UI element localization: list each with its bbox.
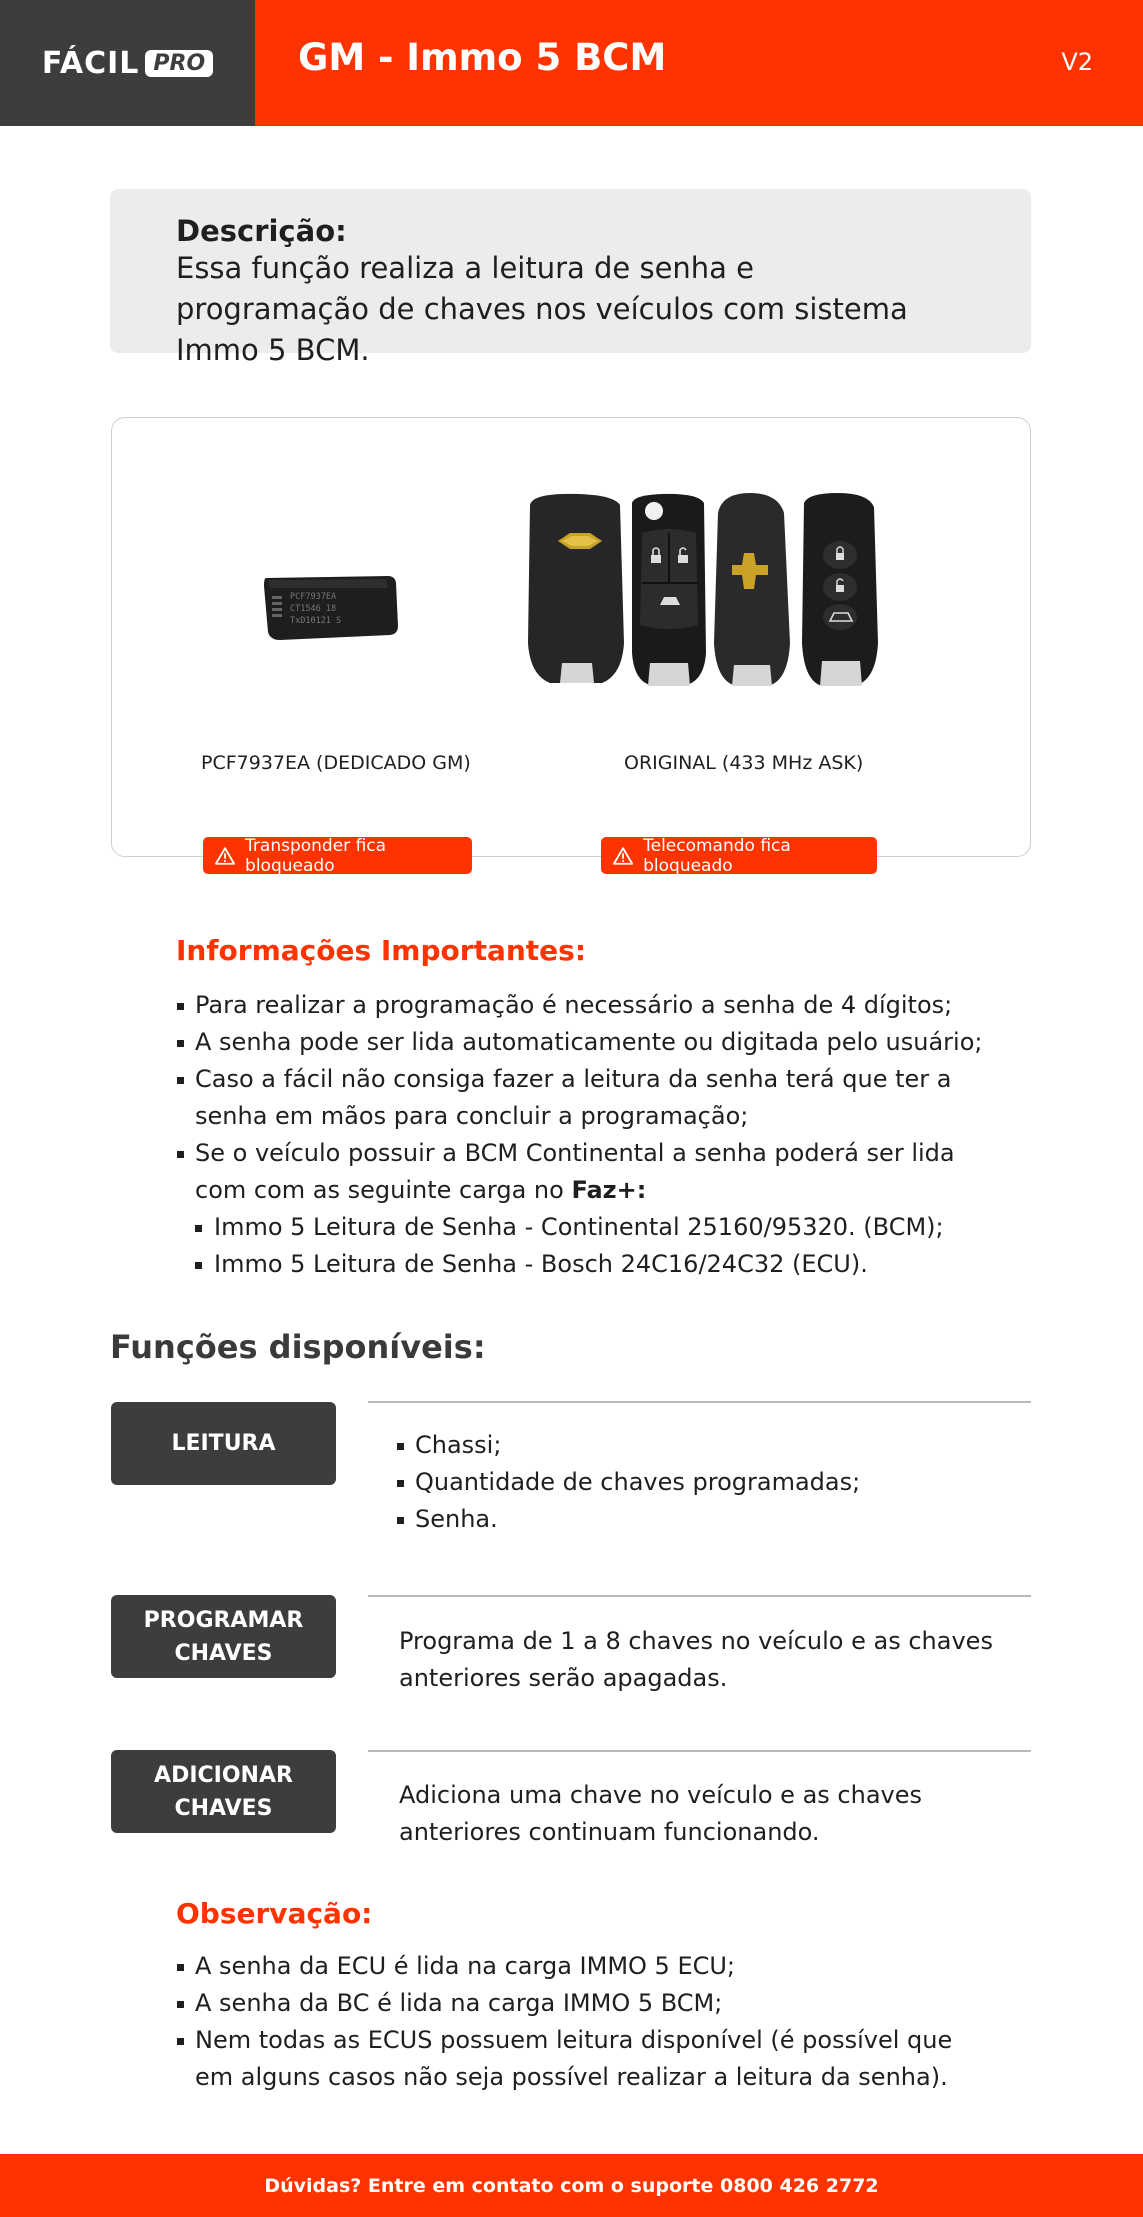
reading-item: Senha. (396, 1501, 1016, 1538)
logo-text: FÁCIL (41, 45, 140, 81)
add-label-line-2: CHAVES (174, 1795, 273, 1821)
faz-plus-label: Faz+: (571, 1176, 647, 1204)
function-divider (368, 1750, 1031, 1752)
info-sub-item: Immo 5 Leitura de Senha - Continental 25160/95320. (BCM); (176, 1209, 1006, 1246)
page-title: GM - Immo 5 BCM (298, 36, 667, 79)
program-keys-text: Programa de 1 a 8 chaves no veículo e as chaves anteriores serão apagadas. (399, 1627, 993, 1692)
observation-item: Nem todas as ECUS possuem leitura disponível (é possível que em alguns casos não seja possível realizar a leitura da senha). (176, 2022, 996, 2096)
remote-key-4 (802, 493, 878, 686)
version-label: V2 (1061, 48, 1093, 76)
functions-heading: Funções disponíveis: (110, 1328, 486, 1366)
transponder-warning-text: Transponder fica bloqueado (245, 835, 387, 876)
warning-icon (613, 846, 633, 866)
reading-item: Quantidade de chaves programadas; (396, 1464, 1016, 1501)
chip-text-line-1: PCF7937EA (290, 592, 337, 602)
info-item-text: Se o veículo possuir a BCM Continental a senha poderá ser lida com com as seguinte carga no (195, 1139, 955, 1204)
add-keys-text: Adiciona uma chave no veículo e as chaves anteriores continuam funcionando. (399, 1781, 922, 1846)
support-phone[interactable]: 0800 426 2772 (720, 2174, 879, 2197)
description-title: Descrição: (176, 214, 347, 248)
info-sub-item: Immo 5 Leitura de Senha - Bosch 24C16/24C32 (ECU). (176, 1246, 1006, 1283)
header-bar (0, 0, 1143, 126)
reading-item: Chassi; (396, 1427, 1016, 1464)
logo-pro-badge: PRO (145, 50, 213, 77)
observation-heading: Observação: (176, 1897, 373, 1930)
info-item: Para realizar a programação é necessário a senha de 4 dígitos; (176, 987, 1006, 1024)
description-box (110, 189, 1031, 367)
remote-keys-image (522, 493, 957, 690)
add-label-line-1: ADICIONAR (154, 1762, 293, 1788)
info-item: Caso a fácil não consiga fazer a leitura da senha terá que ter a senha em mãos para concluir a programação; (176, 1061, 1006, 1135)
function-divider (368, 1595, 1031, 1597)
info-list (176, 987, 1006, 1283)
observation-item: A senha da ECU é lida na carga IMMO 5 ECU; (176, 1948, 996, 1985)
transponder-chip-image (262, 574, 399, 641)
support-text: Dúvidas? Entre em contato com o suporte (264, 2174, 720, 2197)
transponder-warning-badge (203, 837, 472, 874)
remote-key-3 (714, 493, 790, 686)
program-label-line-1: PROGRAMAR (143, 1607, 304, 1633)
warning-icon (215, 846, 235, 866)
function-reading-label: LEITURA (111, 1402, 336, 1485)
chip-text-line-3: TxD10121 S (290, 616, 342, 626)
remote-label: ORIGINAL (433 MHz ASK) (624, 752, 864, 774)
support-footer (0, 2154, 1143, 2217)
reading-list (396, 1427, 1016, 1538)
observation-list (176, 1948, 996, 2096)
chip-text-line-2: CT1546 18 (290, 604, 337, 614)
program-label-line-2: CHAVES (174, 1640, 273, 1666)
function-program-keys-label (111, 1595, 336, 1678)
remote-warning-text: Telecomando fica bloqueado (643, 835, 791, 876)
info-item: A senha pode ser lida automaticamente ou digitada pelo usuário; (176, 1024, 1006, 1061)
function-divider (368, 1401, 1031, 1403)
remote-key-1 (528, 494, 624, 683)
remote-warning-badge (601, 837, 877, 874)
transponder-label: PCF7937EA (DEDICADO GM) (201, 752, 471, 774)
description-text: Essa função realiza a leitura de senha e programação de chaves nos veículos com sistema Immo 5 BCM. (176, 251, 908, 367)
function-add-keys-label (111, 1750, 336, 1833)
observation-item: A senha da BC é lida na carga IMMO 5 BCM; (176, 1985, 996, 2022)
info-item (176, 1135, 1006, 1209)
brand-logo (0, 0, 255, 126)
info-heading: Informações Importantes: (176, 934, 587, 967)
remote-key-2 (632, 494, 706, 686)
